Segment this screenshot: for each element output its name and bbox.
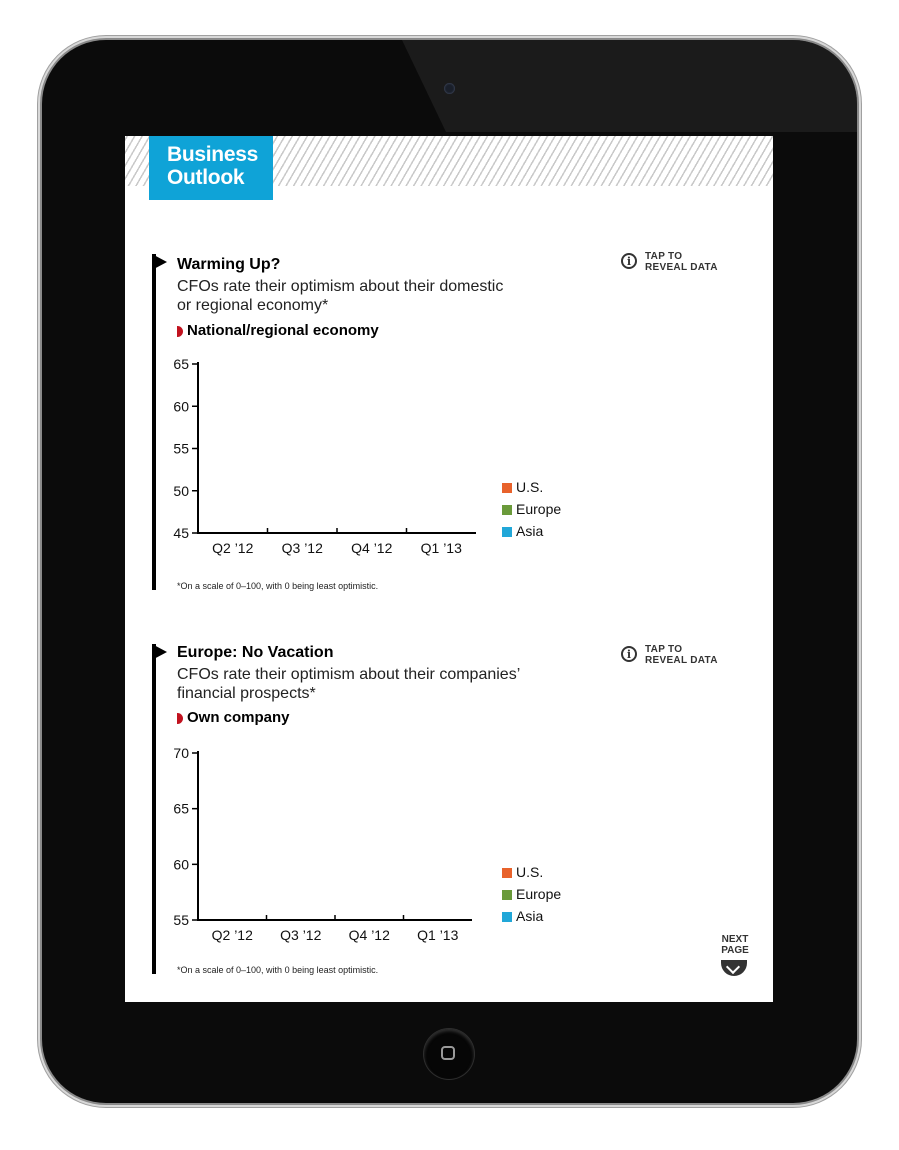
home-button[interactable] — [424, 1029, 474, 1079]
chart-subtitle — [177, 277, 577, 315]
brand-logo — [149, 136, 273, 200]
chart-subtitle — [177, 665, 577, 703]
y-tick-label: 65 — [173, 800, 189, 817]
legend-label: Asia — [516, 908, 544, 924]
legend-label: U.S. — [516, 479, 544, 495]
tap-reveal-data-button[interactable] — [621, 643, 731, 669]
legend-swatch-europe — [502, 890, 512, 900]
y-tick-label: 50 — [173, 482, 189, 499]
x-tick-label: Q3 ’12 — [280, 927, 322, 943]
y-tick-label: 55 — [173, 440, 189, 457]
series-label: Own company — [187, 709, 290, 726]
legend-label: Asia — [516, 523, 544, 539]
legend-swatch-us — [502, 868, 512, 878]
legend-swatch-asia — [502, 912, 512, 922]
footnote: *On a scale of 0–100, with 0 being least optimistic. — [177, 581, 379, 591]
footnote: *On a scale of 0–100, with 0 being least optimistic. — [177, 965, 379, 975]
subtitle-line1: CFOs rate their optimism about their domestic — [177, 278, 504, 295]
chart-title: Europe: No Vacation — [177, 644, 334, 661]
flag-icon — [152, 254, 167, 270]
subtitle-line2: financial prospects* — [177, 685, 316, 702]
legend-swatch-us — [502, 483, 512, 493]
series-label: National/regional economy — [187, 322, 379, 339]
subtitle-line2: or regional economy* — [177, 297, 329, 314]
x-tick-label: Q4 ’12 — [348, 927, 390, 943]
line-chart-2 — [155, 742, 495, 947]
y-tick-label: 65 — [173, 356, 189, 372]
chart-title: Warming Up? — [177, 256, 281, 273]
y-tick-label: 60 — [173, 856, 189, 873]
series-marker-icon — [177, 326, 183, 337]
home-square-icon — [441, 1046, 455, 1060]
tap-line2: REVEAL DATA — [645, 655, 718, 666]
legend-swatch-europe — [502, 505, 512, 515]
next-page-button[interactable] — [717, 934, 753, 982]
tap-reveal-data-button[interactable] — [621, 250, 731, 276]
brand-line2: Outlook — [167, 166, 245, 189]
brand-line1: Business — [167, 143, 258, 166]
info-icon: i — [621, 646, 637, 662]
line-chart-1 — [155, 352, 495, 558]
legend-swatch-asia — [502, 527, 512, 537]
y-tick-label: 45 — [173, 525, 189, 541]
x-tick-label: Q4 ’12 — [351, 540, 393, 556]
tap-line1: TAP TO — [645, 644, 683, 655]
tap-line1: TAP TO — [645, 251, 683, 262]
chevron-down-icon — [721, 960, 747, 976]
x-tick-label: Q3 ’12 — [281, 540, 323, 556]
tap-line2: REVEAL DATA — [645, 262, 718, 273]
series-marker-icon — [177, 713, 183, 724]
legend-label: Europe — [516, 886, 562, 902]
camera-icon — [444, 83, 455, 94]
app-screen — [125, 136, 773, 1002]
legend-label: U.S. — [516, 864, 544, 880]
subtitle-line1: CFOs rate their optimism about their companies’ — [177, 666, 521, 683]
y-tick-label: 70 — [173, 745, 189, 761]
x-tick-label: Q2 ’12 — [211, 927, 253, 943]
x-tick-label: Q1 ’13 — [417, 927, 459, 943]
info-icon: i — [621, 253, 637, 269]
y-tick-label: 60 — [173, 398, 189, 415]
flag-icon — [152, 644, 167, 660]
x-tick-label: Q1 ’13 — [420, 540, 462, 556]
next-line2: PAGE — [721, 945, 749, 956]
x-tick-label: Q2 ’12 — [212, 540, 254, 556]
next-line1: NEXT — [721, 934, 749, 945]
y-tick-label: 55 — [173, 912, 189, 928]
legend-label: Europe — [516, 501, 562, 517]
